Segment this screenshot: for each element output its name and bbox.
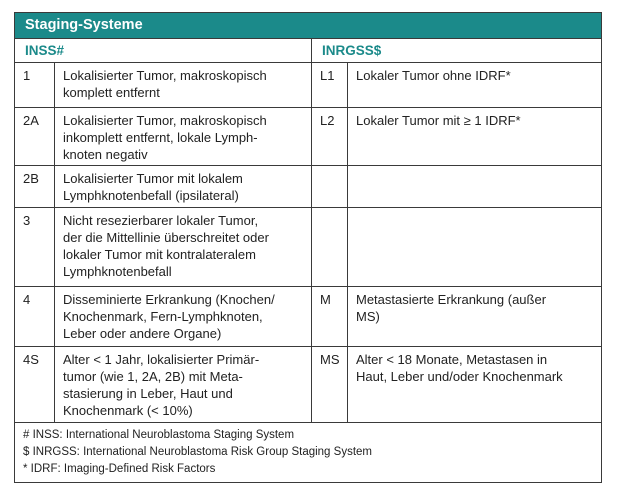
inrgss-description: Lokaler Tumor ohne IDRF*: [356, 68, 511, 83]
inrgss-code: L2: [312, 108, 348, 165]
inrgss-description: Metastasierte Erkrankung (außer MS): [356, 292, 547, 324]
inrgss-description: Lokaler Tumor mit ≥ 1 IDRF*: [356, 113, 521, 128]
inrgss-code: M: [312, 287, 348, 346]
table-row: [15, 166, 601, 208]
inss-description: Alter < 1 Jahr, lokalisierter Primär- tumor (wie 1, 2A, 2B) mit Meta- stasierung in Leber, Haut und Knochenmark (< 10%): [55, 347, 312, 422]
inrgss-code: L1: [312, 63, 348, 107]
inrgss-description: [348, 166, 601, 207]
inrgss-code: MS: [312, 347, 348, 422]
inrgss-description: [348, 208, 601, 286]
inss-description: Lokalisierter Tumor, makroskopisch inkomplett entfernt, lokale Lymph- knoten negativ: [55, 108, 312, 165]
inss-header: INSS#: [15, 39, 312, 62]
inss-description: Nicht resezierbarer lokaler Tumor, der die Mittellinie überschreitet oder lokaler Tumor mit kontralateralem Lymphknotenbefall: [55, 208, 312, 286]
inrgss-code: [312, 166, 348, 207]
table-title: Staging-Systeme: [15, 13, 601, 39]
footnote: * IDRF: Imaging-Defined Risk Factors: [23, 463, 216, 475]
table-row: [15, 347, 601, 423]
inss-code: 1: [15, 63, 55, 107]
inss-code: 3: [15, 208, 55, 286]
inss-code: 2B: [15, 166, 55, 207]
table-row: [15, 63, 601, 108]
footnotes: [15, 423, 601, 482]
staging-table: [14, 12, 602, 483]
footnote: # INSS: International Neuroblastoma Staging System: [23, 429, 295, 441]
table-row: [15, 208, 601, 287]
inss-description: Lokalisierter Tumor mit lokalem Lymphknotenbefall (ipsilateral): [55, 166, 312, 207]
inrgss-code: [312, 208, 348, 286]
table-subheader: [15, 39, 601, 63]
inss-description: Lokalisierter Tumor, makroskopisch komplett entfernt: [55, 63, 312, 107]
inss-code: 2A: [15, 108, 55, 165]
inss-code: 4: [15, 287, 55, 346]
inrgss-header: INRGSS$: [322, 43, 382, 58]
table-row: [15, 287, 601, 347]
table-row: [15, 108, 601, 166]
footnote: $ INRGSS: International Neuroblastoma Risk Group Staging System: [23, 446, 372, 458]
inss-code: 4S: [15, 347, 55, 422]
inrgss-description: Alter < 18 Monate, Metastasen in Haut, Leber und/oder Knochenmark: [356, 352, 563, 384]
inss-description: Disseminierte Erkrankung (Knochen/ Knochenmark, Fern-Lymphknoten, Leber oder andere Organe): [55, 287, 312, 346]
